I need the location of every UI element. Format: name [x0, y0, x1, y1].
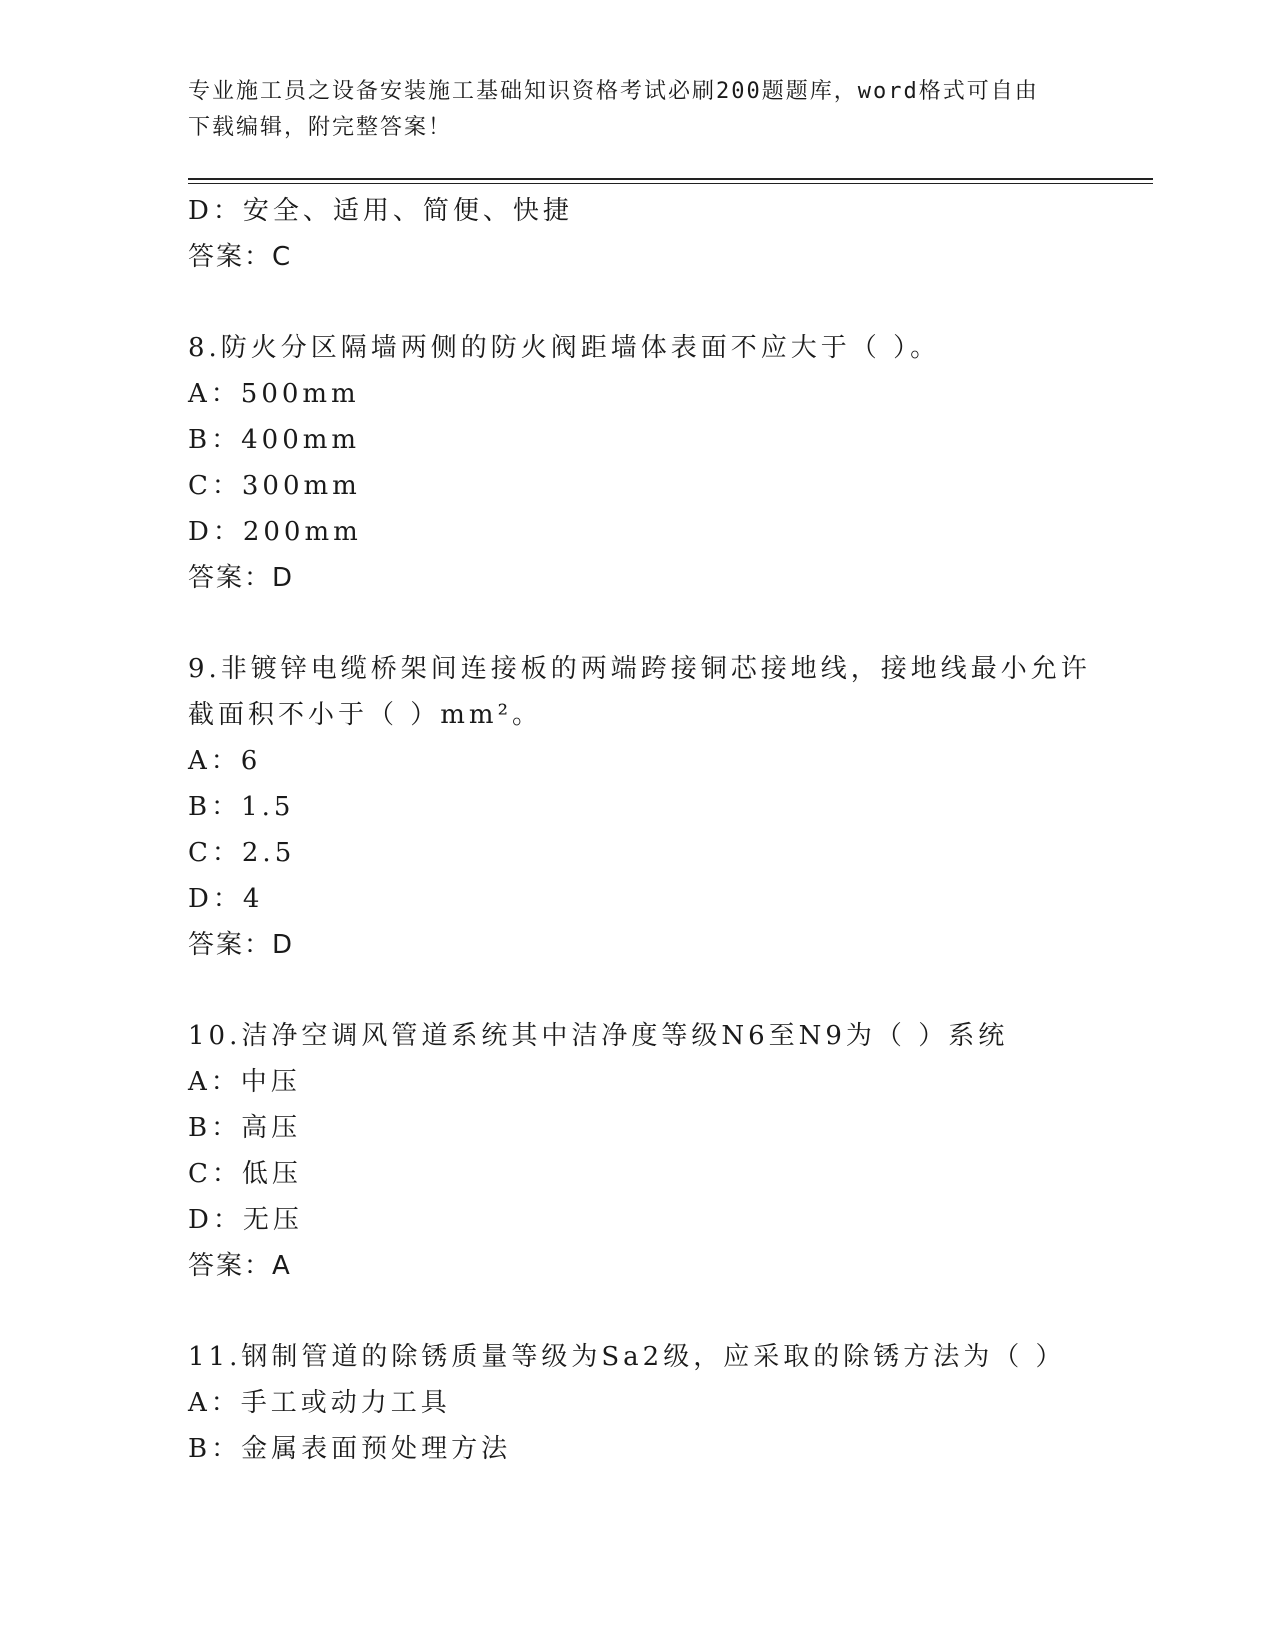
question-11-title: 11.钢制管道的除锈质量等级为Sa2级，应采取的除锈方法为（ ）	[188, 1342, 1066, 1372]
header-divider-thick	[188, 178, 1153, 180]
question-9-title-line-2: 截面积不小于（ ）mm²。	[188, 700, 542, 730]
option-b: B：1.5	[188, 792, 295, 822]
option-c: C：低压	[188, 1159, 302, 1189]
option-b: B：400mm	[188, 425, 361, 455]
question-9-title-line-1: 9.非镀锌电缆桥架间连接板的两端跨接铜芯接地线，接地线最小允许	[188, 654, 1091, 684]
option-d: D：200mm	[188, 517, 362, 547]
option-d: D：无压	[188, 1205, 303, 1235]
question-list	[188, 188, 1148, 1472]
option-a: A：手工或动力工具	[188, 1388, 451, 1418]
header-divider-thin	[188, 183, 1153, 184]
answer-line: 答案：A	[188, 1251, 292, 1281]
option-a: A：500mm	[188, 379, 360, 409]
option-a: A：中压	[188, 1067, 301, 1097]
answer-line: 答案：D	[188, 930, 295, 960]
option-b: B：高压	[188, 1113, 302, 1143]
option-d: D：安全、适用、简便、快捷	[188, 196, 573, 226]
option-b: B：金属表面预处理方法	[188, 1434, 512, 1464]
option-c: C：300mm	[188, 471, 361, 501]
answer-line: 答案：C	[188, 242, 293, 272]
option-a: A：6	[188, 746, 262, 776]
question-8-title: 8.防火分区隔墙两侧的防火阀距墙体表面不应大于（ ）。	[188, 333, 941, 363]
option-c: C：2.5	[188, 838, 296, 868]
option-d: D：4	[188, 884, 264, 914]
document-header	[188, 74, 1068, 146]
header-line-2: 下载编辑，附完整答案！	[188, 115, 453, 140]
question-10-title: 10.洁净空调风管道系统其中洁净度等级N6至N9为（ ）系统	[188, 1021, 1009, 1051]
answer-line: 答案：D	[188, 563, 295, 593]
header-line-1: 专业施工员之设备安装施工基础知识资格考试必刷200题题库，word格式可自由	[188, 79, 1039, 104]
